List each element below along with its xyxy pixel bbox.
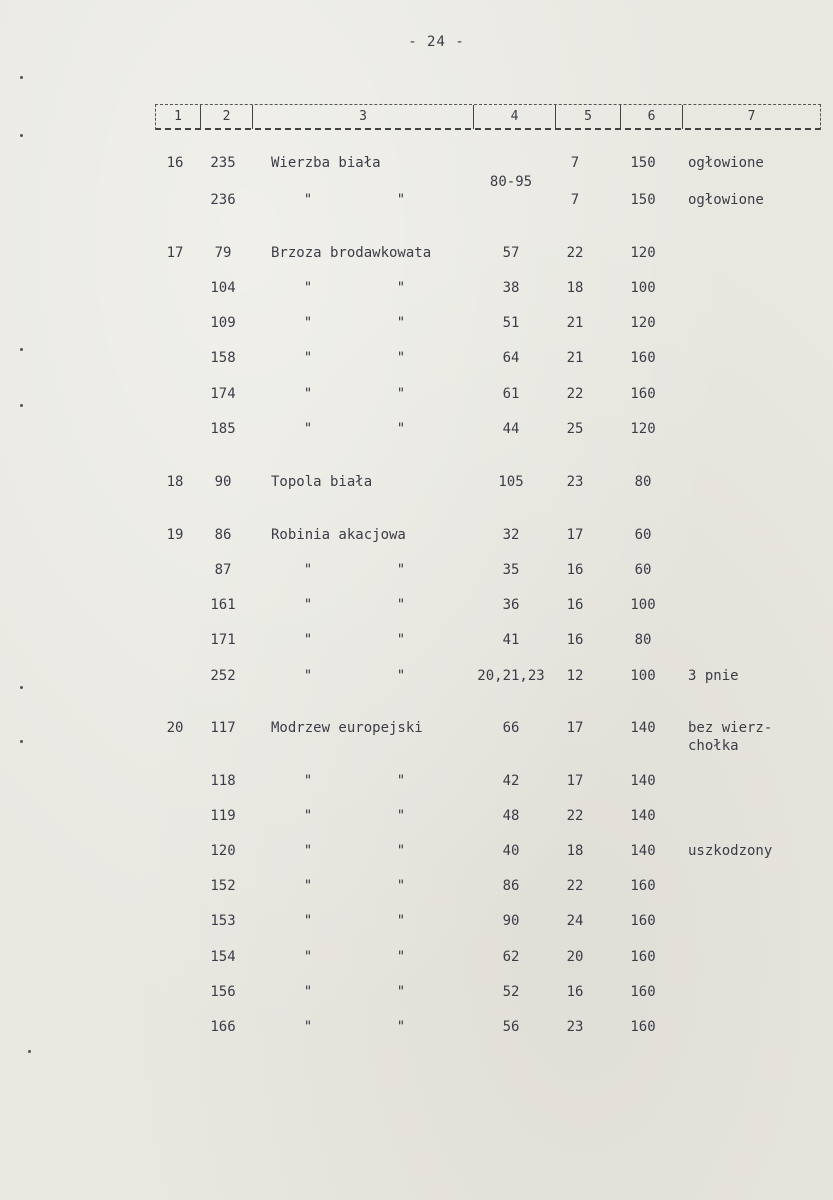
group-number: 19: [166, 527, 184, 543]
ditto-mark: ": [396, 773, 406, 789]
table-row: [0, 877, 833, 895]
table-row: [0, 244, 833, 262]
ditto-mark: ": [303, 878, 313, 894]
tree-height: 16: [566, 597, 584, 613]
crown-value: 100: [630, 597, 656, 613]
ditto-mark: ": [303, 350, 313, 366]
ditto-mark: ": [396, 1019, 406, 1035]
ditto-mark: ": [303, 315, 313, 331]
crown-value: 160: [630, 1019, 656, 1035]
ditto-mark: ": [396, 192, 406, 208]
tree-number: 161: [210, 597, 236, 613]
ditto-mark: ": [303, 773, 313, 789]
species-name: Wierzba biała: [271, 155, 381, 171]
ditto-mark: ": [303, 1019, 313, 1035]
table-row: [0, 772, 833, 790]
trunk-circumference: 42: [502, 773, 520, 789]
trunk-circumference: 20,21,23: [477, 668, 545, 684]
column-header-7: 7: [682, 105, 820, 129]
ditto-mark: ": [303, 984, 313, 1000]
species-name: Modrzew europejski: [271, 720, 423, 736]
species-name: Brzoza brodawkowata: [271, 245, 432, 261]
tree-number: 154: [210, 949, 236, 965]
table-row: [0, 561, 833, 579]
margin-mark: [20, 404, 23, 407]
ditto-mark: ": [303, 386, 313, 402]
trunk-circumference: 86: [502, 878, 520, 894]
column-header-5: 5: [555, 105, 620, 129]
tree-height: 22: [566, 386, 584, 402]
tree-height: 24: [566, 913, 584, 929]
tree-number: 118: [210, 773, 236, 789]
column-header-6: 6: [620, 105, 682, 129]
trunk-circumference: 56: [502, 1019, 520, 1035]
trunk-circumference: 105: [498, 474, 524, 490]
table-row: [0, 983, 833, 1001]
ditto-mark: ": [303, 421, 313, 437]
tree-height: 17: [566, 773, 584, 789]
ditto-mark: ": [303, 192, 313, 208]
ditto-mark: ": [396, 878, 406, 894]
crown-value: 160: [630, 350, 656, 366]
margin-mark: [20, 740, 23, 743]
page-number: - 24 -: [408, 34, 465, 50]
tree-height: 21: [566, 315, 584, 331]
tree-height: 16: [566, 632, 584, 648]
ditto-mark: ": [396, 350, 406, 366]
group-number: 20: [166, 720, 184, 736]
crown-value: 80: [634, 632, 652, 648]
table-row: [0, 948, 833, 966]
ditto-mark: ": [396, 280, 406, 296]
table-row: [0, 349, 833, 367]
tree-height: 25: [566, 421, 584, 437]
table-row: [0, 631, 833, 649]
species-name: Topola biała: [271, 474, 373, 490]
crown-value: 100: [630, 280, 656, 296]
group-number: 17: [166, 245, 184, 261]
tree-number: 235: [210, 155, 236, 171]
crown-value: 60: [634, 562, 652, 578]
tree-height: 20: [566, 949, 584, 965]
crown-value: 80: [634, 474, 652, 490]
crown-value: 160: [630, 386, 656, 402]
trunk-circumference: 90: [502, 913, 520, 929]
trunk-circumference: 41: [502, 632, 520, 648]
trunk-circumference: 38: [502, 280, 520, 296]
tree-number: 87: [214, 562, 232, 578]
remarks: ogłowione: [688, 192, 764, 208]
column-header-4: 4: [473, 105, 555, 129]
ditto-mark: ": [303, 843, 313, 859]
table-row: [0, 154, 833, 172]
ditto-mark: ": [396, 386, 406, 402]
ditto-mark: ": [396, 843, 406, 859]
tree-number: 104: [210, 280, 236, 296]
remarks: 3 pnie: [688, 668, 739, 684]
tree-number: 174: [210, 386, 236, 402]
ditto-mark: ": [396, 984, 406, 1000]
trunk-circumference: 52: [502, 984, 520, 1000]
ditto-mark: ": [396, 315, 406, 331]
tree-height: 23: [566, 474, 584, 490]
tree-number: 90: [214, 474, 232, 490]
table-row: [0, 719, 833, 754]
tree-number: 120: [210, 843, 236, 859]
species-name: Robinia akacjowa: [271, 527, 406, 543]
tree-number: 109: [210, 315, 236, 331]
margin-mark: [20, 686, 23, 689]
tree-number: 252: [210, 668, 236, 684]
table-row: [0, 191, 833, 209]
group-number: 16: [166, 155, 184, 171]
tree-number: 171: [210, 632, 236, 648]
column-header-2: 2: [200, 105, 252, 129]
tree-height: 7: [570, 192, 580, 208]
trunk-circumference: 64: [502, 350, 520, 366]
tree-height: 17: [566, 720, 584, 736]
ditto-mark: ": [396, 668, 406, 684]
tree-height: 18: [566, 843, 584, 859]
ditto-mark: ": [396, 949, 406, 965]
crown-value: 120: [630, 245, 656, 261]
crown-value: 140: [630, 808, 656, 824]
ditto-mark: ": [396, 913, 406, 929]
tree-height: 16: [566, 562, 584, 578]
table-row: [0, 385, 833, 403]
tree-number: 156: [210, 984, 236, 1000]
crown-value: 160: [630, 878, 656, 894]
tree-number: 166: [210, 1019, 236, 1035]
ditto-mark: ": [303, 562, 313, 578]
tree-height: 17: [566, 527, 584, 543]
table-row: [0, 667, 833, 685]
crown-value: 160: [630, 949, 656, 965]
table-row: [0, 807, 833, 825]
crown-value: 60: [634, 527, 652, 543]
crown-value: 150: [630, 155, 656, 171]
tree-number: 119: [210, 808, 236, 824]
table-row: [0, 912, 833, 930]
trunk-circumference: 61: [502, 386, 520, 402]
ditto-mark: ": [303, 668, 313, 684]
crown-value: 120: [630, 421, 656, 437]
table-row: [0, 420, 833, 438]
ditto-mark: ": [303, 913, 313, 929]
tree-height: 21: [566, 350, 584, 366]
trunk-circumference: 44: [502, 421, 520, 437]
crown-value: 160: [630, 913, 656, 929]
column-header-1: 1: [174, 109, 182, 124]
table-row: [0, 279, 833, 297]
ditto-mark: ": [396, 808, 406, 824]
table-row: [0, 473, 833, 491]
remarks: uszkodzony: [688, 843, 773, 859]
tree-height: 22: [566, 878, 584, 894]
crown-value: 100: [630, 668, 656, 684]
column-header-row: [155, 104, 821, 130]
table-row: [0, 526, 833, 544]
ditto-mark: ": [396, 597, 406, 613]
ditto-mark: ": [303, 597, 313, 613]
trunk-circumference: 32: [502, 527, 520, 543]
table-row: [0, 314, 833, 332]
tree-number: 86: [214, 527, 232, 543]
remarks: ogłowione: [688, 155, 764, 171]
table-row: [0, 1018, 833, 1036]
ditto-mark: ": [396, 562, 406, 578]
trunk-circumference: 36: [502, 597, 520, 613]
trunk-circumference: 51: [502, 315, 520, 331]
trunk-circumference: 48: [502, 808, 520, 824]
group-number: 18: [166, 474, 184, 490]
ditto-mark: ": [396, 632, 406, 648]
crown-value: 140: [630, 843, 656, 859]
column-header-3: 3: [252, 105, 473, 129]
tree-height: 22: [566, 245, 584, 261]
trunk-circumference: 57: [502, 245, 520, 261]
ditto-mark: ": [396, 421, 406, 437]
crown-value: 140: [630, 773, 656, 789]
tree-number: 236: [210, 192, 236, 208]
margin-mark: [20, 348, 23, 351]
trunk-circumference: 66: [502, 720, 520, 736]
tree-number: 153: [210, 913, 236, 929]
shared-dbh-value: 80-95: [489, 174, 533, 190]
trunk-circumference: 62: [502, 949, 520, 965]
tree-number: 185: [210, 421, 236, 437]
margin-mark: [20, 134, 23, 137]
table-row: [0, 596, 833, 614]
crown-value: 140: [630, 720, 656, 736]
trunk-circumference: 40: [502, 843, 520, 859]
tree-number: 158: [210, 350, 236, 366]
crown-value: 150: [630, 192, 656, 208]
margin-mark: [20, 76, 23, 79]
margin-mark: [28, 1050, 31, 1053]
tree-number: 152: [210, 878, 236, 894]
trunk-circumference: 35: [502, 562, 520, 578]
tree-number: 79: [214, 245, 232, 261]
tree-number: 117: [210, 720, 236, 736]
ditto-mark: ": [303, 808, 313, 824]
tree-height: 22: [566, 808, 584, 824]
ditto-mark: ": [303, 280, 313, 296]
tree-height: 18: [566, 280, 584, 296]
tree-height: 16: [566, 984, 584, 1000]
tree-height: 12: [566, 668, 584, 684]
ditto-mark: ": [303, 632, 313, 648]
crown-value: 160: [630, 984, 656, 1000]
remarks: bez wierz- chołka: [688, 720, 773, 754]
tree-height: 7: [570, 155, 580, 171]
table-row: [0, 842, 833, 860]
ditto-mark: ": [303, 949, 313, 965]
tree-height: 23: [566, 1019, 584, 1035]
crown-value: 120: [630, 315, 656, 331]
